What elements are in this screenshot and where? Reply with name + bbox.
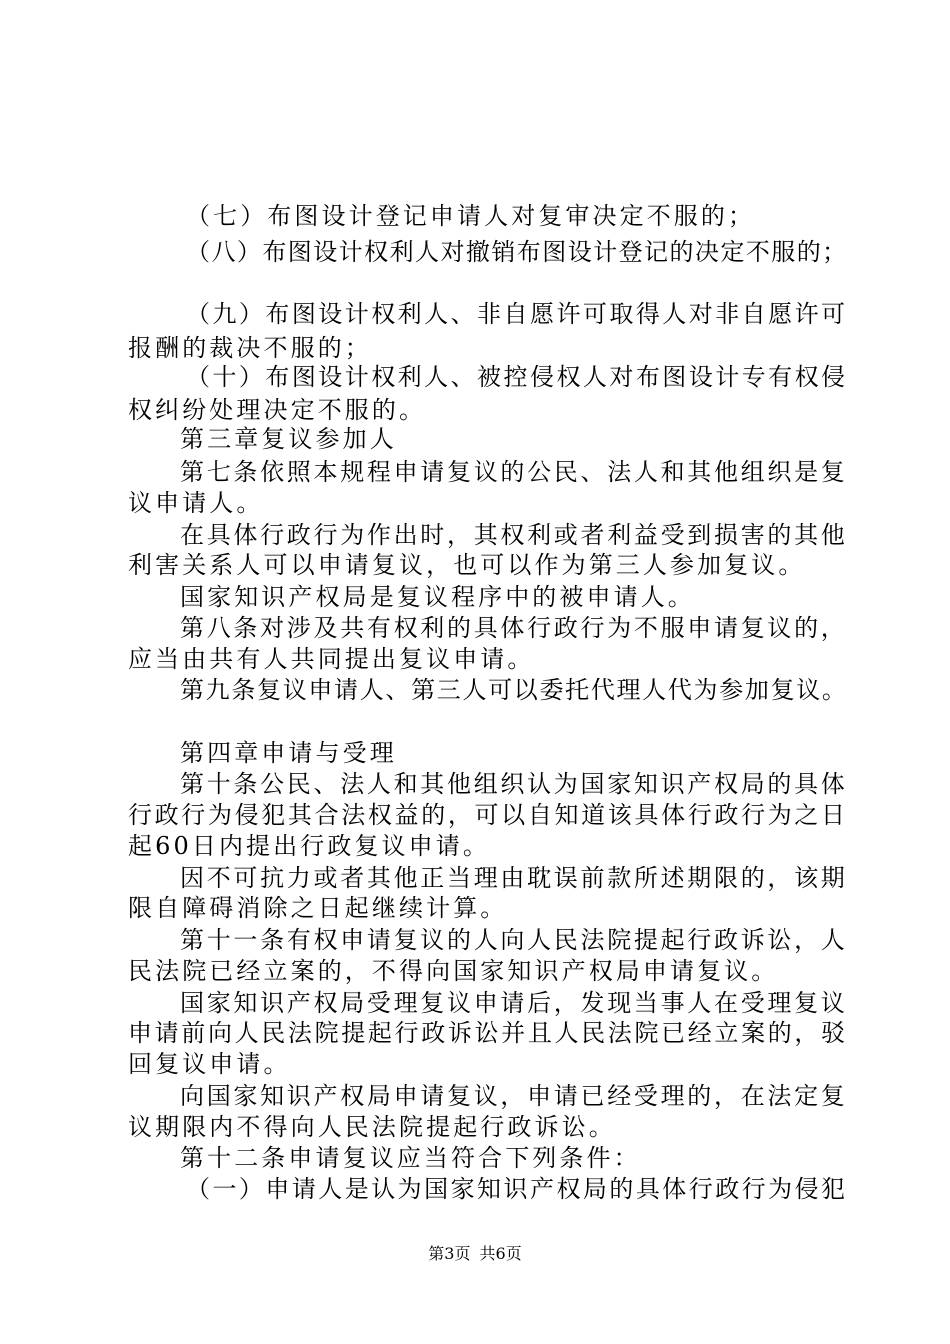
text-line: 议期限内不得向人民法院提起行政诉讼。 bbox=[128, 1113, 616, 1141]
text-line: 第七条依照本规程申请复议的公民、法人和其他组织是复 bbox=[180, 458, 848, 486]
text-line: 申请前向人民法院提起行政诉讼并且人民法院已经立案的，驳 bbox=[128, 1019, 848, 1047]
page-footer bbox=[0, 1243, 950, 1265]
text-line: （一）申请人是认为国家知识产权局的具体行政行为侵犯 bbox=[186, 1175, 848, 1203]
text-line: 议申请人。 bbox=[128, 489, 264, 517]
text-line: 第十一条有权申请复议的人向人民法院提起行政诉讼，人 bbox=[180, 926, 848, 954]
page-total: 共6页 bbox=[479, 1244, 522, 1263]
text-line: 起60日内提出行政复议申请。 bbox=[128, 832, 490, 860]
text-line: （七）布图设计登记申请人对复审决定不服的； bbox=[186, 202, 756, 230]
text-line: （十）布图设计权利人、被控侵权人对布图设计专有权侵 bbox=[186, 363, 848, 391]
text-line: 国家知识产权局是复议程序中的被申请人。 bbox=[180, 583, 695, 611]
text-line: 国家知识产权局受理复议申请后，发现当事人在受理复议 bbox=[180, 989, 848, 1017]
text-line: 第十二条申请复议应当符合下列条件： bbox=[180, 1144, 641, 1172]
chapter-heading: 第三章复议参加人 bbox=[180, 425, 397, 453]
text-line: 向国家知识产权局申请复议，申请已经受理的，在法定复 bbox=[180, 1082, 848, 1110]
text-line: 行政行为侵犯其合法权益的，可以自知道该具体行政行为之日 bbox=[128, 801, 848, 829]
text-line: 限自障碍消除之日起继续计算。 bbox=[128, 894, 508, 922]
text-line: 第八条对涉及共有权利的具体行政行为不服申请复议的， bbox=[180, 614, 848, 642]
page-number: 第3页 bbox=[428, 1244, 471, 1263]
text-line: 第九条复议申请人、第三人可以委托代理人代为参加复议。 bbox=[180, 676, 848, 704]
text-line: 权纠纷处理决定不服的。 bbox=[128, 396, 427, 424]
text-line: 第十条公民、法人和其他组织认为国家知识产权局的具体 bbox=[180, 770, 848, 798]
text-line: 在具体行政行为作出时，其权利或者利益受到损害的其他 bbox=[180, 521, 848, 549]
text-line: （九）布图设计权利人、非自愿许可取得人对非自愿许可 bbox=[186, 300, 848, 328]
text-line: 因不可抗力或者其他正当理由耽误前款所述期限的，该期 bbox=[180, 864, 848, 892]
text-line: 应当由共有人共同提出复议申请。 bbox=[128, 645, 535, 673]
text-line: 利害关系人可以申请复议，也可以作为第三人参加复议。 bbox=[128, 551, 806, 579]
text-line: （八）布图设计权利人对撤销布图设计登记的决定不服的； bbox=[186, 238, 848, 266]
text-line: 回复议申请。 bbox=[128, 1050, 291, 1078]
text-line: 民法院已经立案的，不得向国家知识产权局申请复议。 bbox=[128, 957, 779, 985]
text-line: 报酬的裁决不服的； bbox=[128, 334, 372, 362]
chapter-heading: 第四章申请与受理 bbox=[180, 739, 397, 767]
